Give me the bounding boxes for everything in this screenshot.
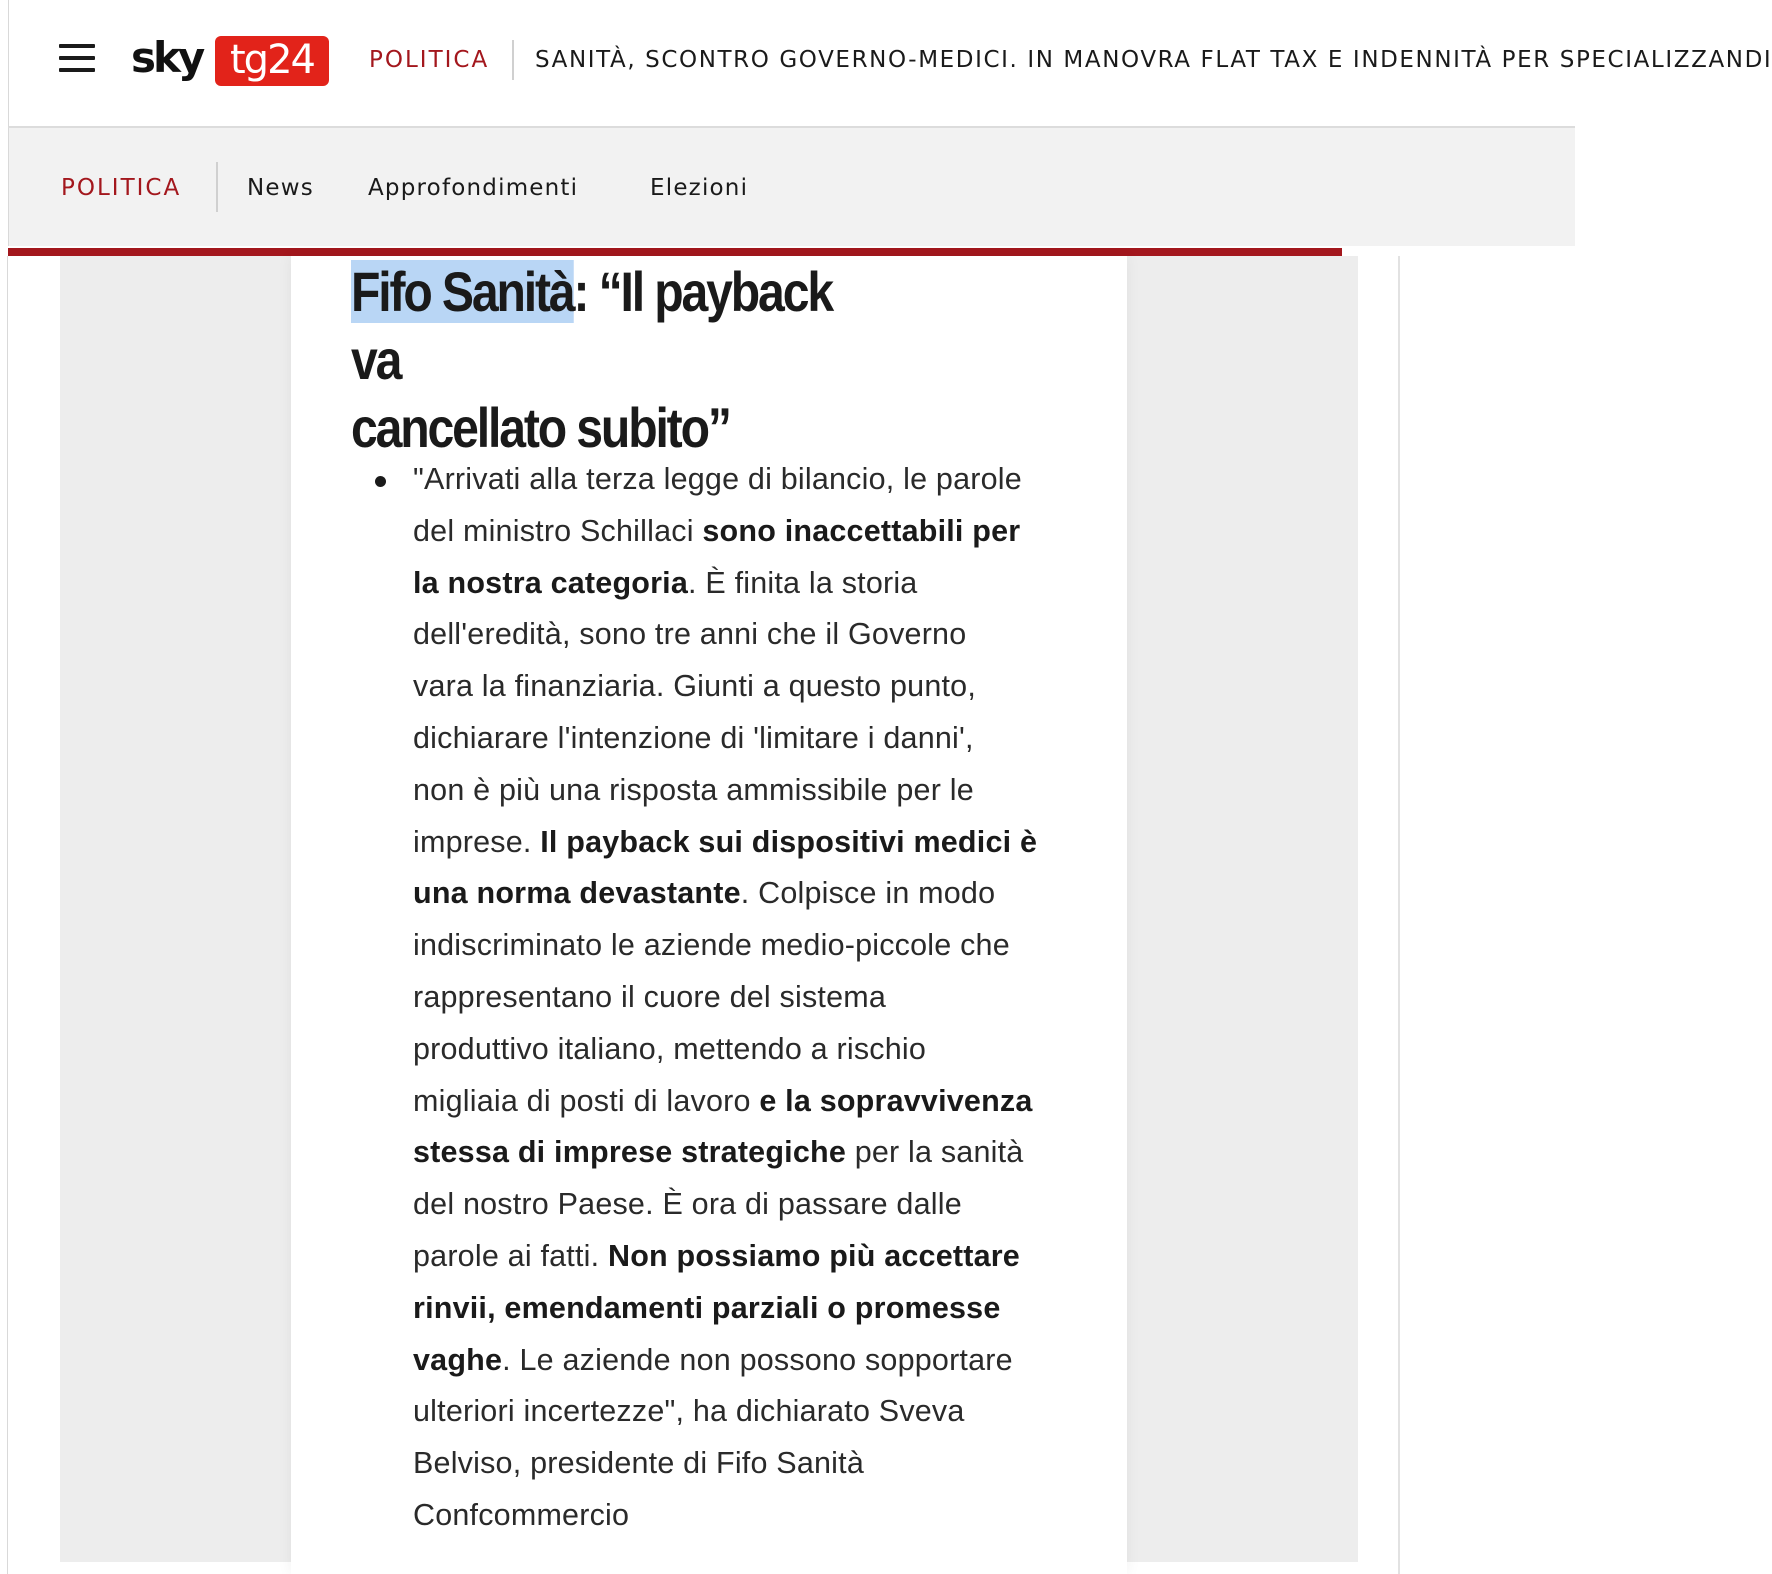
text-run: "Arrivati alla terza legge di bilancio, le parole (413, 462, 1022, 496)
subnav-link-elezioni[interactable]: Elezioni (650, 175, 749, 201)
bold-text: Il payback sui dispositivi medici è (540, 824, 1038, 859)
text-run: ulteriori incertezze", ha dichiarato Sveva (413, 1394, 965, 1429)
sky-tg24-logo[interactable] (131, 30, 341, 90)
bold-text: e la sopravvivenza (759, 1083, 1033, 1118)
title-rest: : “Il payback va (351, 260, 832, 391)
page-left-border (7, 256, 8, 1574)
text-run: del nostro Paese. È ora di passare dalle (413, 1187, 962, 1222)
text-run: produttivo italiano, mettendo a rischio (413, 1031, 927, 1066)
subnav-link-approfondimenti[interactable]: Approfondimenti (368, 175, 579, 201)
text-run: parole ai fatti. (413, 1238, 608, 1273)
text-run: non è più una risposta ammissibile per le (413, 772, 974, 807)
title-line-2: cancellato subito” (351, 396, 730, 459)
right-rail-divider (1398, 256, 1400, 1574)
text-run: . Le aziende non possono sopportare (502, 1342, 1013, 1377)
text-line (413, 1335, 1053, 1387)
section-subnav (8, 128, 1575, 246)
subnav-section-politica[interactable]: POLITICA (61, 175, 182, 201)
bullet-icon (375, 476, 386, 487)
text-run: dichiarare l'intenzione di 'limitare i danni', (413, 720, 974, 755)
text-run: migliaia di posti di lavoro (413, 1083, 760, 1118)
text-line (413, 1231, 1053, 1283)
text-run: imprese. (413, 824, 541, 859)
title-selected-text[interactable]: Fifo Sanità (351, 260, 574, 323)
headline-ticker[interactable]: SANITÀ, SCONTRO GOVERNO-MEDICI. IN MANOVRA FLAT TAX E INDENNITÀ PER SPECIALIZZANDI (535, 47, 1772, 73)
text-line (413, 765, 1053, 817)
text-line (413, 558, 1053, 610)
text-run: indiscriminato le aziende medio-piccole che (413, 928, 1010, 963)
text-run: rappresentano il cuore del sistema (413, 979, 887, 1014)
text-line (413, 1024, 1053, 1076)
subnav-divider (216, 162, 218, 212)
quote-paragraph (413, 454, 1053, 1542)
text-line (413, 868, 1053, 920)
text-run: del ministro Schillaci (413, 513, 703, 548)
post-title (351, 258, 833, 462)
text-line (413, 817, 1053, 869)
live-post-card (291, 256, 1127, 1574)
text-line (413, 713, 1053, 765)
text-line (413, 1438, 1053, 1490)
text-line (413, 920, 1053, 972)
text-line (413, 972, 1053, 1024)
text-run: Confcommercio (413, 1497, 630, 1532)
bold-text: vaghe (413, 1342, 503, 1377)
list-item (373, 454, 1053, 1542)
logo-tg24-badge: tg24 (215, 36, 329, 86)
text-run: . È finita la storia (688, 565, 918, 600)
bold-text: sono inaccettabili per (702, 513, 1021, 548)
bold-text: una norma devastante (413, 876, 741, 911)
text-run: dell'eredità, sono tre anni che il Governo (413, 617, 967, 652)
post-bullet-list (373, 454, 1053, 1542)
bold-text: rinvii, emendamenti parziali o promesse (413, 1290, 1001, 1325)
text-line (413, 1490, 1053, 1542)
logo-sky-text: sky (131, 33, 203, 82)
text-line (413, 1179, 1053, 1231)
text-line (413, 1386, 1053, 1438)
bold-text: stessa di imprese strategiche (413, 1135, 847, 1170)
text-line (413, 454, 1053, 506)
header-divider (512, 40, 514, 80)
hamburger-menu-icon[interactable] (59, 42, 95, 74)
text-run: Belviso, presidente di Fifo Sanità (413, 1446, 864, 1481)
top-header (8, 0, 1772, 128)
text-line (413, 1076, 1053, 1128)
text-line (413, 609, 1053, 661)
text-line (413, 1283, 1053, 1335)
text-line (413, 661, 1053, 713)
subnav-link-news[interactable]: News (247, 175, 314, 201)
bold-text: Non possiamo più accettare (607, 1238, 1020, 1273)
section-accent-bar (8, 248, 1342, 256)
text-run: vara la finanziaria. Giunti a questo punto, (413, 669, 977, 704)
text-line (413, 1127, 1053, 1179)
bold-text: la nostra categoria (413, 565, 689, 600)
text-run: . Colpisce in modo (740, 876, 996, 911)
header-section-link[interactable]: POLITICA (369, 47, 490, 73)
text-run: per la sanità (846, 1135, 1024, 1170)
text-line (413, 506, 1053, 558)
